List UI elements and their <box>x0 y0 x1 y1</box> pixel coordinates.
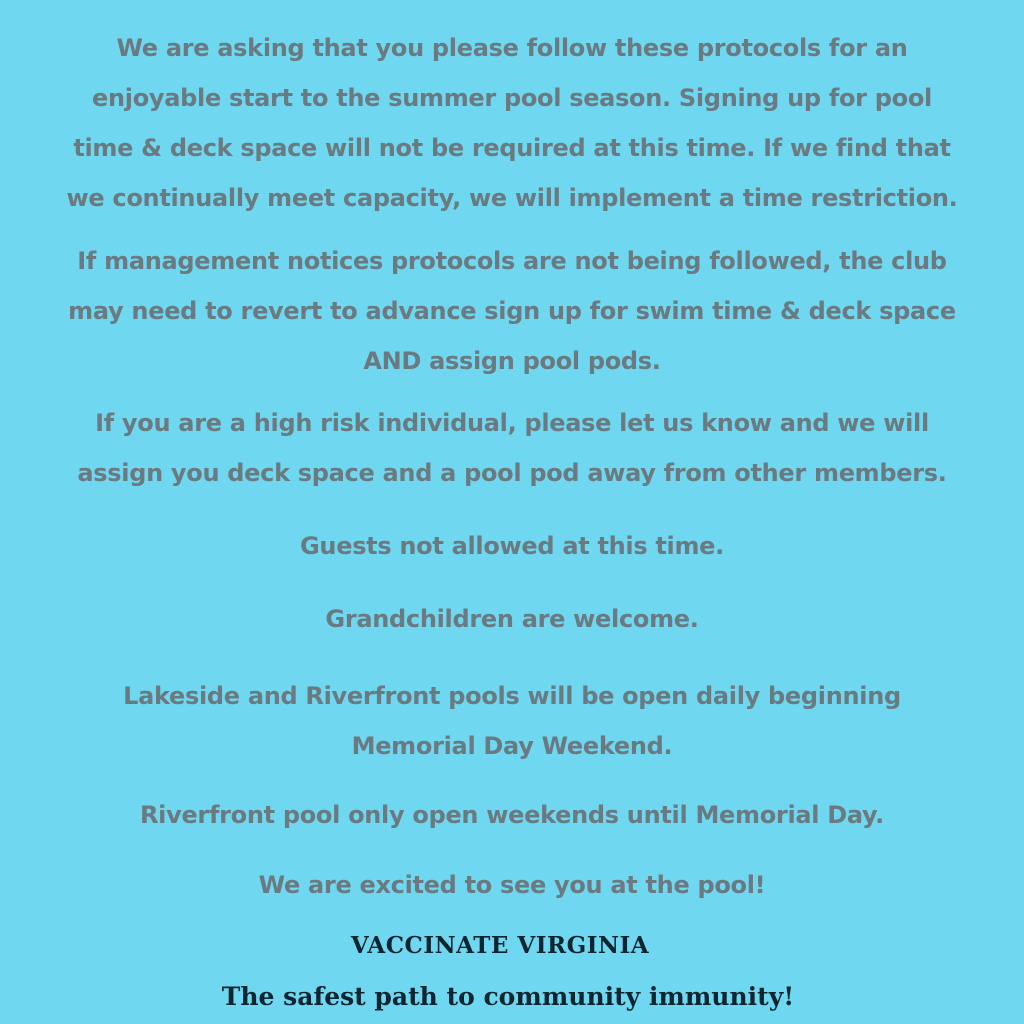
vaccinate-virginia-title: VACCINATE VIRGINIA <box>350 932 650 959</box>
closing-message: We are excited to see you at the pool! <box>258 871 766 899</box>
text-line: may need to revert to advance sign up for swim time & deck space <box>68 297 956 325</box>
grandchildren-notice: Grandchildren are welcome. <box>325 605 699 633</box>
text-line: Lakeside and Riverfront pools will be open daily beginning <box>123 682 901 710</box>
guests-notice: Guests not allowed at this time. <box>300 532 724 560</box>
protocols-intro-paragraph <box>0 23 1024 223</box>
text-line: If management notices protocols are not being followed, the club <box>77 247 947 275</box>
text-line: time & deck space will not be required at this time. If we find that <box>73 134 951 162</box>
text-line: We are asking that you please follow these protocols for an <box>116 34 908 62</box>
riverfront-schedule-notice: Riverfront pool only open weekends until Memorial Day. <box>140 801 884 829</box>
text-line: assign you deck space and a pool pod away from other members. <box>77 459 947 487</box>
community-immunity-tagline: The safest path to community immunity! <box>221 982 795 1011</box>
management-notice-paragraph <box>0 236 1024 386</box>
text-line: If you are a high risk individual, please let us know and we will <box>95 409 929 437</box>
text-line: Memorial Day Weekend. <box>351 732 673 760</box>
pool-opening-paragraph <box>0 671 1024 771</box>
text-line: we continually meet capacity, we will implement a time restriction. <box>66 184 958 212</box>
text-line: AND assign pool pods. <box>363 347 661 375</box>
text-line: enjoyable start to the summer pool season. Signing up for pool <box>92 84 932 112</box>
high-risk-paragraph <box>0 398 1024 498</box>
